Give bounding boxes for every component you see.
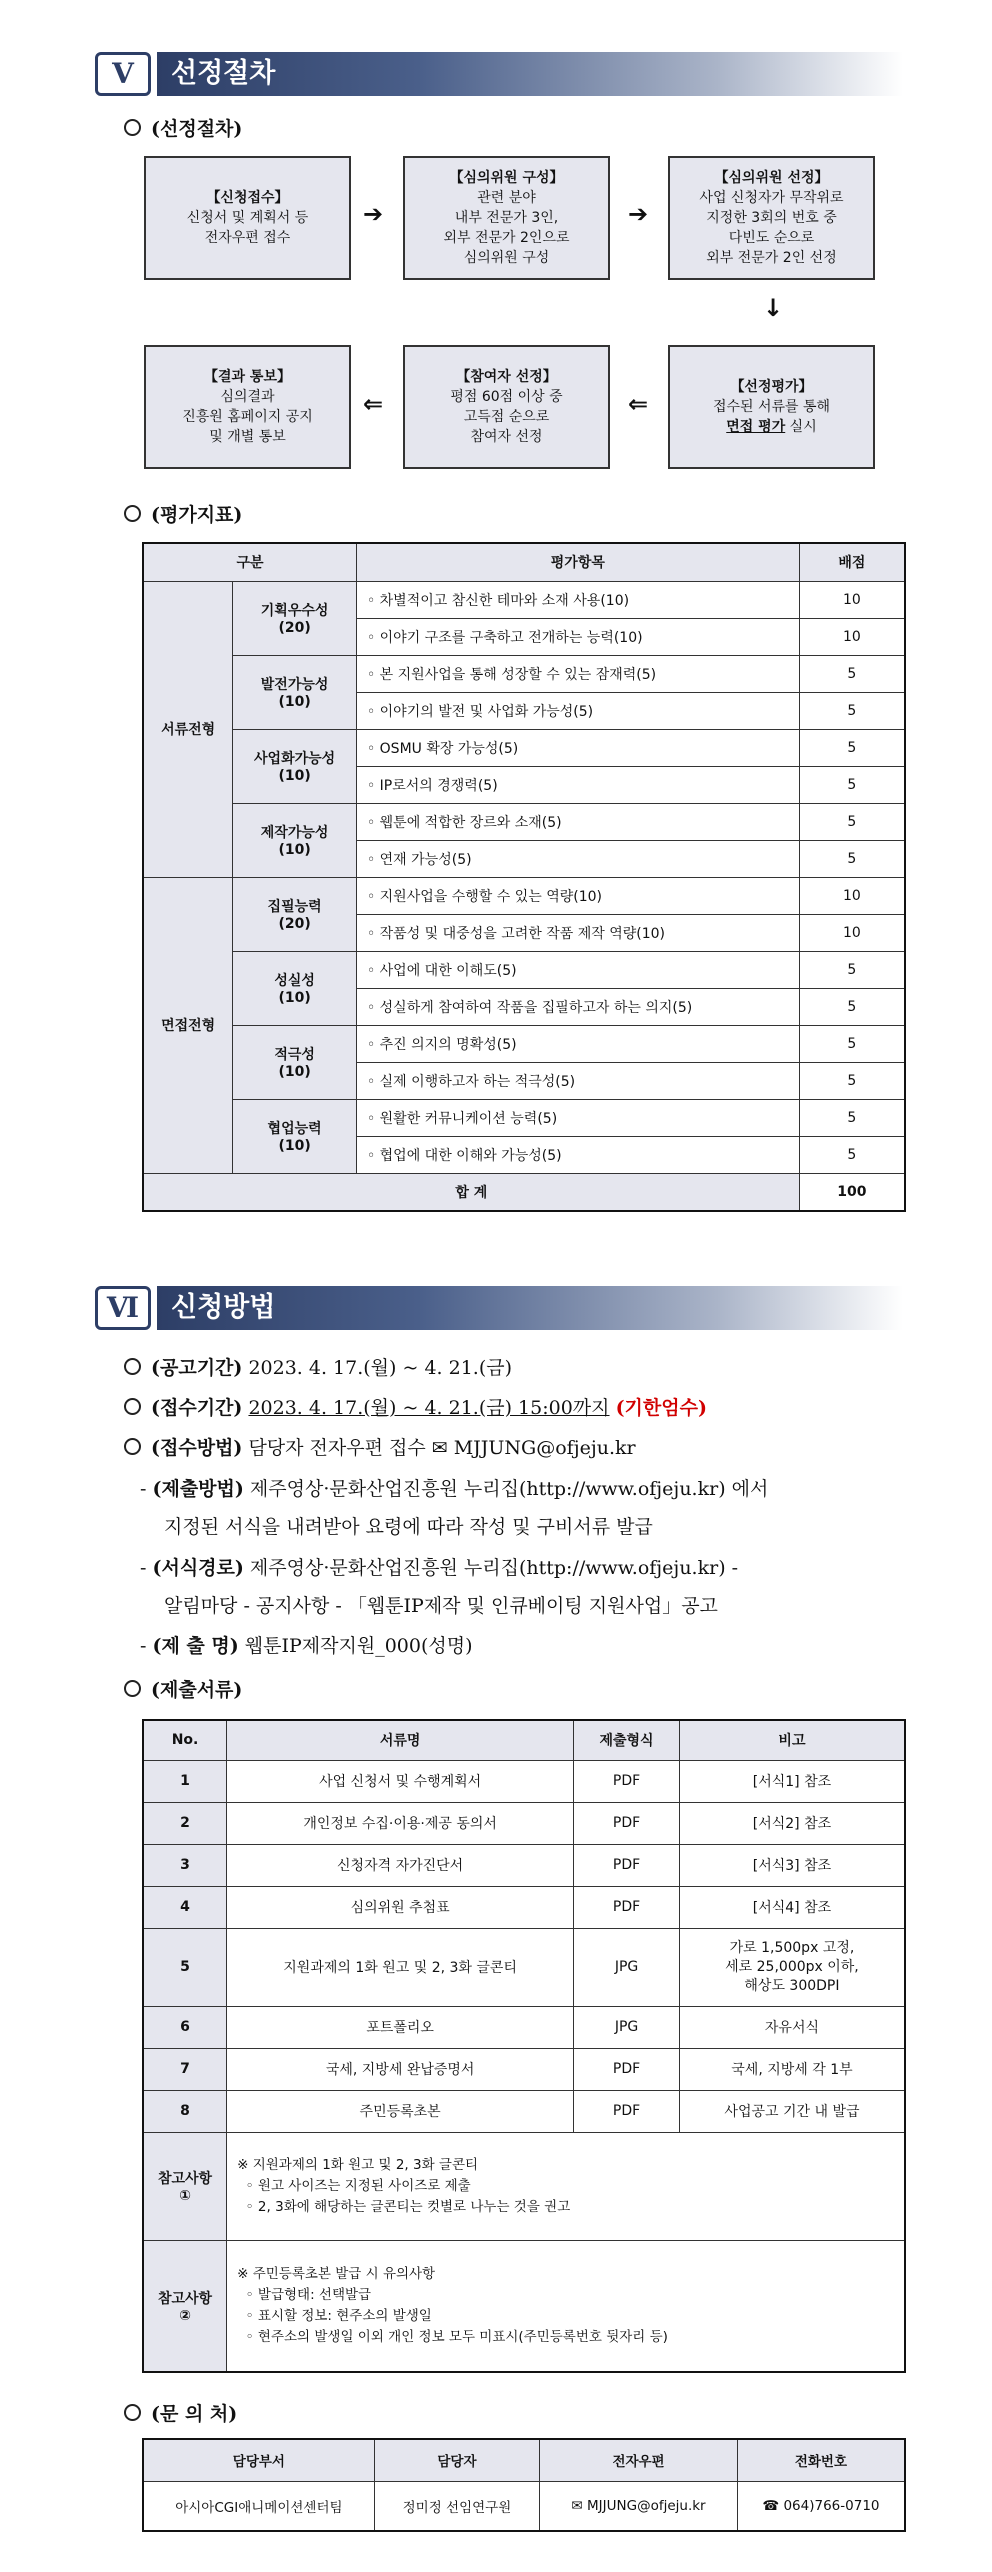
- item-cell: ◦ IP로서의 경쟁력(5): [356, 766, 799, 803]
- circle-bullet-icon: [124, 1358, 141, 1375]
- criterion-cell: 집필능력 (20): [233, 877, 357, 951]
- group-cell: 서류전형: [143, 581, 233, 877]
- section-title: 선정절차: [171, 58, 276, 89]
- score-cell: 5: [799, 1062, 905, 1099]
- col-header: 전화번호: [737, 2439, 905, 2481]
- score-cell: 5: [799, 1099, 905, 1136]
- contact-heading: (문 의 처): [124, 2399, 237, 2426]
- table-row: 7 국세, 지방세 완납증명서 PDF 국세, 지방세 각 1부: [143, 2048, 905, 2090]
- process-box-evaluation: 【선정평가】 접수된 서류를 통해 면접 평가 실시: [668, 345, 875, 469]
- col-header: 전자우편: [540, 2439, 738, 2481]
- item-cell: ◦ OSMU 확장 가능성(5): [356, 729, 799, 766]
- circle-bullet-icon: [124, 505, 141, 522]
- circle-bullet-icon: [124, 119, 141, 136]
- criterion-cell: 사업화가능성 (10): [233, 729, 357, 803]
- table-row: 3 신청자격 자가진단서 PDF [서식3] 참조: [143, 1844, 905, 1886]
- criterion-cell: 발전가능성 (10): [233, 655, 357, 729]
- col-header: 배점: [799, 543, 905, 581]
- criterion-cell: 성실성 (10): [233, 951, 357, 1025]
- section-6-header: [95, 1280, 903, 1338]
- eval-heading: (평가지표): [124, 500, 242, 527]
- table-row: [143, 2481, 905, 2531]
- total-value: 100: [799, 1173, 905, 1211]
- form-path-2: 알림마당 - 공지사항 - 「웹툰IP제작 및 인큐베이팅 지원사업」공고: [164, 1595, 718, 1617]
- submit-method: - (제출방법) 제주영상·문화산업진흥원 누리집(http://www.ofjeju.kr) 에서: [140, 1478, 769, 1500]
- score-cell: 10: [799, 618, 905, 655]
- circle-bullet-icon: [124, 1398, 141, 1415]
- arrow-down-icon: ↓: [763, 294, 784, 322]
- process-box-selection: 【심의위원 선정】 사업 신청자가 무작위로 지정한 3회의 번호 중 다빈도 순으로 외부 전문가 2인 선정: [668, 156, 875, 280]
- score-cell: 5: [799, 655, 905, 692]
- process-box-participant: 【참여자 선정】 평점 60점 이상 중 고득점 순으로 참여자 선정: [403, 345, 610, 469]
- item-cell: ◦ 본 지원사업을 통해 성장할 수 있는 잠재력(5): [356, 655, 799, 692]
- contact-table: [142, 2438, 906, 2532]
- evaluation-table: [142, 542, 906, 1212]
- documents-table: [142, 1719, 906, 2373]
- group-cell: 면접전형: [143, 877, 233, 1173]
- col-header: 비고: [679, 1720, 905, 1760]
- section-title-bar: [157, 1286, 903, 1330]
- table-row: 1 사업 신청서 및 수행계획서 PDF [서식1] 참조: [143, 1760, 905, 1802]
- item-cell: ◦ 성실하게 참여하여 작품을 집필하고자 하는 의지(5): [356, 988, 799, 1025]
- arrow-left-icon: ⇐: [363, 390, 384, 418]
- table-row: 6 포트폴리오 JPG 자유서식: [143, 2006, 905, 2048]
- process-box-apply: 【신청접수】 신청서 및 계획서 등 전자우편 접수: [144, 156, 351, 280]
- docs-heading: (제출서류): [124, 1675, 242, 1702]
- col-header: 담당부서: [143, 2439, 374, 2481]
- score-cell: 5: [799, 951, 905, 988]
- score-cell: 5: [799, 1025, 905, 1062]
- process-heading: (선정절차): [124, 114, 242, 141]
- announce-period: (공고기간) 2023. 4. 17.(월) ~ 4. 21.(금): [124, 1353, 512, 1380]
- score-cell: 10: [799, 581, 905, 618]
- table-row: 8 주민등록초본 PDF 사업공고 기간 내 발급: [143, 2090, 905, 2132]
- note-row: 참고사항 ① ※ 지원과제의 1화 원고 및 2, 3화 글콘티 ◦ 원고 사이즈는 지정된 사이즈로 제출 ◦ 2, 3화에 해당하는 글콘티는 컷별로 나누는 것을 권고: [143, 2132, 905, 2240]
- section-number: Ⅵ: [95, 1286, 151, 1330]
- item-cell: ◦ 연재 가능성(5): [356, 840, 799, 877]
- total-label: 합 계: [143, 1173, 799, 1211]
- score-cell: 5: [799, 840, 905, 877]
- arrow-right-icon: ➔: [363, 200, 384, 228]
- phone-cell: ☎ 064)766-0710: [737, 2481, 905, 2531]
- department-cell: 아시아CGI애니메이션센터팀: [143, 2481, 374, 2531]
- col-header: 제출형식: [574, 1720, 680, 1760]
- item-cell: ◦ 이야기 구조를 구축하고 전개하는 능력(10): [356, 618, 799, 655]
- item-cell: ◦ 웹툰에 적합한 장르와 소재(5): [356, 803, 799, 840]
- item-cell: ◦ 실제 이행하고자 하는 적극성(5): [356, 1062, 799, 1099]
- circle-bullet-icon: [124, 2404, 141, 2421]
- table-row: 2 개인정보 수집·이용·제공 동의서 PDF [서식2] 참조: [143, 1802, 905, 1844]
- arrow-right-icon: ➔: [628, 200, 649, 228]
- process-box-committee: 【심의위원 구성】 관련 분야 내부 전문가 3인, 외부 전문가 2인으로 심의위원 구성: [403, 156, 610, 280]
- receipt-period: (접수기간) 2023. 4. 17.(월) ~ 4. 21.(금) 15:00까지 (기한엄수): [124, 1393, 707, 1420]
- manager-cell: 정미정 선임연구원: [374, 2481, 539, 2531]
- score-cell: 10: [799, 914, 905, 951]
- section-number: V: [95, 52, 151, 96]
- col-header: 서류명: [227, 1720, 574, 1760]
- note-row: 참고사항 ② ※ 주민등록초본 발급 시 유의사항 ◦ 발급형태: 선택발급 ◦ 표시할 정보: 현주소의 발생일 ◦ 현주소의 발생일 이외 개인 정보 모두 미표시(주민등록번호 뒷자리 등): [143, 2240, 905, 2372]
- item-cell: ◦ 차별적이고 참신한 테마와 소재 사용(10): [356, 581, 799, 618]
- score-cell: 10: [799, 877, 905, 914]
- score-cell: 5: [799, 766, 905, 803]
- item-cell: ◦ 사업에 대한 이해도(5): [356, 951, 799, 988]
- form-path: - (서식경로) 제주영상·문화산업진흥원 누리집(http://www.ofjeju.kr) -: [140, 1557, 739, 1579]
- criterion-cell: 제작가능성 (10): [233, 803, 357, 877]
- score-cell: 5: [799, 729, 905, 766]
- section-title-bar: [157, 52, 903, 96]
- col-header: No.: [143, 1720, 227, 1760]
- col-header: 평가항목: [356, 543, 799, 581]
- score-cell: 5: [799, 692, 905, 729]
- item-cell: ◦ 추진 의지의 명확성(5): [356, 1025, 799, 1062]
- table-row: 4 심의위원 추첨표 PDF [서식4] 참조: [143, 1886, 905, 1928]
- item-cell: ◦ 협업에 대한 이해와 가능성(5): [356, 1136, 799, 1173]
- section-title: 신청방법: [171, 1292, 276, 1323]
- item-cell: ◦ 작품성 및 대중성을 고려한 작품 제작 역량(10): [356, 914, 799, 951]
- submit-name: - (제 출 명) 웹툰IP제작지원_000(성명): [140, 1635, 473, 1657]
- email-cell[interactable]: ✉ MJJUNG@ofjeju.kr: [540, 2481, 738, 2531]
- circle-bullet-icon: [124, 1680, 141, 1697]
- score-cell: 5: [799, 988, 905, 1025]
- item-cell: ◦ 이야기의 발전 및 사업화 가능성(5): [356, 692, 799, 729]
- score-cell: 5: [799, 803, 905, 840]
- criterion-cell: 적극성 (10): [233, 1025, 357, 1099]
- process-box-result: 【결과 통보】 심의결과 진흥원 홈페이지 공지 및 개별 통보: [144, 345, 351, 469]
- score-cell: 5: [799, 1136, 905, 1173]
- col-header: 구분: [143, 543, 356, 581]
- circle-bullet-icon: [124, 1438, 141, 1455]
- col-header: 담당자: [374, 2439, 539, 2481]
- item-cell: ◦ 지원사업을 수행할 수 있는 역량(10): [356, 877, 799, 914]
- table-row: 5 지원과제의 1화 원고 및 2, 3화 글콘티 JPG 가로 1,500px 고정, 세로 25,000px 이하, 해상도 300DPI: [143, 1928, 905, 2006]
- item-cell: ◦ 원활한 커뮤니케이션 능력(5): [356, 1099, 799, 1136]
- section-5-header: [95, 46, 903, 104]
- criterion-cell: 기획우수성 (20): [233, 581, 357, 655]
- submit-method-2: 지정된 서식을 내려받아 요령에 따라 작성 및 구비서류 발급: [164, 1516, 653, 1538]
- criterion-cell: 협업능력 (10): [233, 1099, 357, 1173]
- arrow-left-icon: ⇐: [628, 390, 649, 418]
- receipt-method: (접수방법) 담당자 전자우편 접수 ✉ MJJUNG@ofjeju.kr: [124, 1433, 636, 1460]
